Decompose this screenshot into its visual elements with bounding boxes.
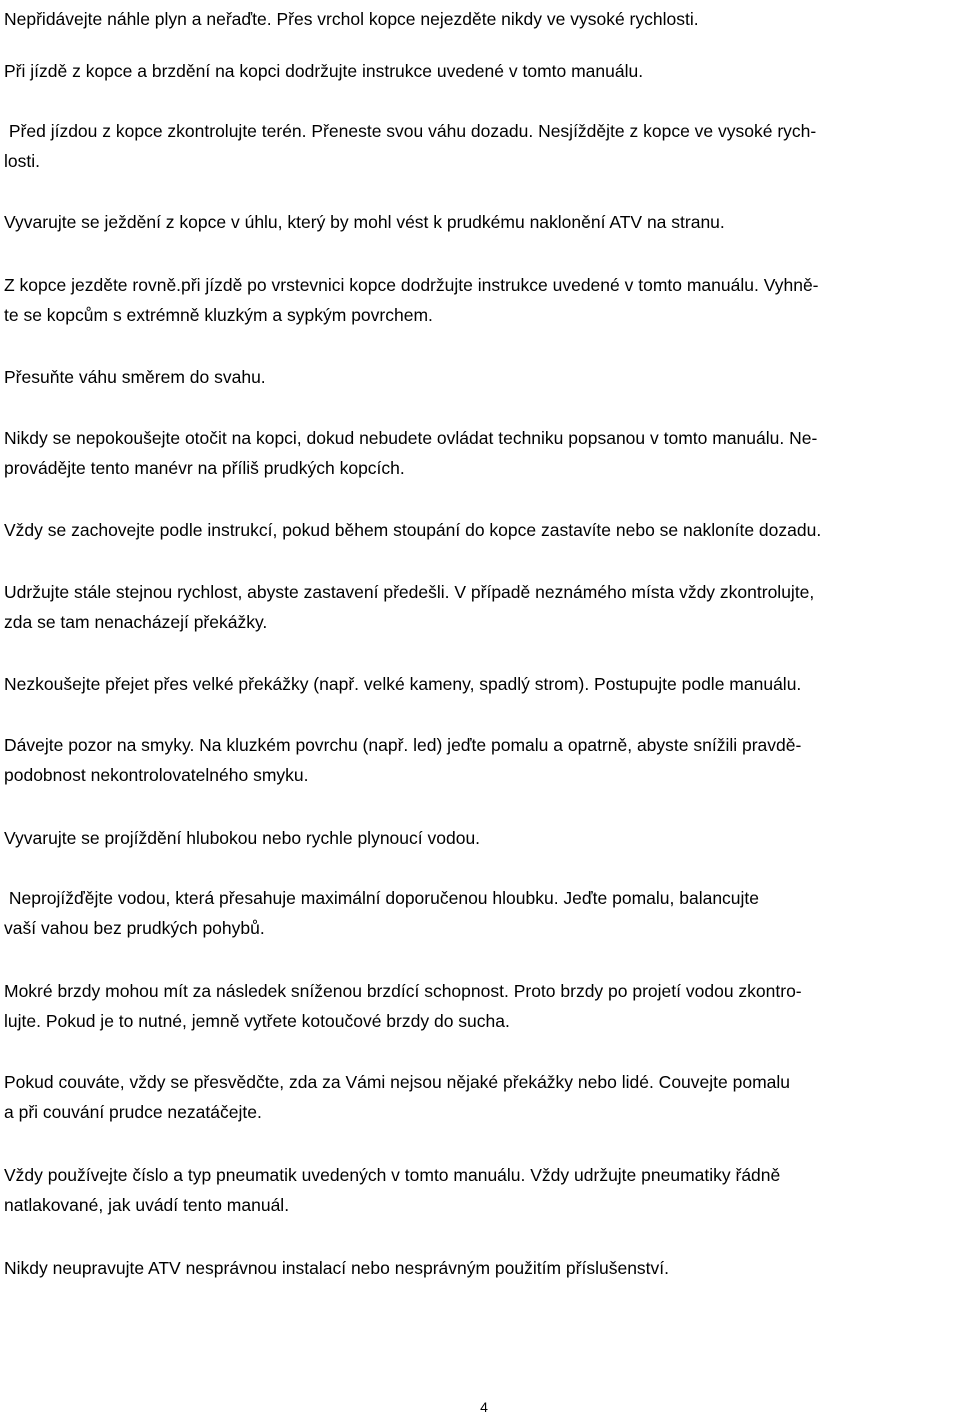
paragraph-line: zda se tam nenacházejí překážky. <box>4 612 268 632</box>
paragraph <box>4 1253 669 1283</box>
paragraph-line: podobnost nekontrolovatelného smyku. <box>4 765 309 785</box>
paragraph-line: Vyvarujte se projíždění hlubokou nebo rychle plynoucí vodou. <box>4 828 481 848</box>
paragraph <box>4 976 802 1036</box>
paragraph-line: te se kopcům s extrémně kluzkým a sypkým povrchem. <box>4 305 433 325</box>
paragraph-line: Udržujte stále stejnou rychlost, abyste zastavení předešli. V případě neznámého místa vždy zkontrolujte, <box>4 582 815 602</box>
paragraph <box>4 116 816 176</box>
paragraph-line: Před jízdou z kopce zkontrolujte terén. Přeneste svou váhu dozadu. Nesjíždějte z kopce ve vysoké rych- <box>4 121 817 141</box>
paragraph <box>4 577 814 637</box>
paragraph-line: Při jízdě z kopce a brzdění na kopci dodržujte instrukce uvedené v tomto manuálu. <box>4 61 644 81</box>
paragraph-line: provádějte tento manévr na příliš prudkých kopcích. <box>4 458 405 478</box>
paragraph <box>4 362 266 392</box>
paragraph <box>4 4 699 34</box>
paragraph <box>4 270 819 330</box>
paragraph <box>4 730 801 790</box>
paragraph <box>4 56 643 86</box>
paragraph-line: Z kopce jezděte rovně.při jízdě po vrstevnici kopce dodržujte instrukce uvedené v tomto manuálu. Vyhně- <box>4 275 819 295</box>
paragraph <box>4 423 817 483</box>
paragraph <box>4 669 801 699</box>
paragraph <box>4 515 821 545</box>
paragraph-line: Nepřidávejte náhle plyn a neřaďte. Přes vrchol kopce nejezděte nikdy ve vysoké rychlosti. <box>4 9 699 29</box>
paragraph-line: Vyvarujte se ježdění z kopce v úhlu, který by mohl vést k prudkému naklonění ATV na stranu. <box>4 212 725 232</box>
paragraph-line: losti. <box>4 151 40 171</box>
paragraph-line: natlakované, jak uvádí tento manuál. <box>4 1195 290 1215</box>
paragraph-line: Mokré brzdy mohou mít za následek sníženou brzdící schopnost. Proto brzdy po projetí vodou zkontro- <box>4 981 802 1001</box>
paragraph <box>4 1067 790 1127</box>
paragraph-line: Nezkoušejte přejet přes velké překážky (např. velké kameny, spadlý strom). Postupujte podle manuálu. <box>4 674 802 694</box>
paragraph <box>4 823 480 853</box>
paragraph-line: vaší vahou bez prudkých pohybů. <box>4 918 265 938</box>
paragraph <box>4 883 759 943</box>
paragraph-line: Vždy se zachovejte podle instrukcí, pokud během stoupání do kopce zastavíte nebo se nakloníte dozadu. <box>4 520 822 540</box>
paragraph-line: lujte. Pokud je to nutné, jemně vytřete kotoučové brzdy do sucha. <box>4 1011 510 1031</box>
paragraph-line: Nikdy se nepokoušejte otočit na kopci, dokud nebudete ovládat techniku popsanou v tomto manuálu. Ne- <box>4 428 818 448</box>
paragraph-line: Přesuňte váhu směrem do svahu. <box>4 367 266 387</box>
paragraph-line: Dávejte pozor na smyky. Na kluzkém povrchu (např. led) jeďte pomalu a opatrně, abyste snížili pravdě- <box>4 735 802 755</box>
paragraph-line: Neprojížďějte vodou, která přesahuje maximální doporučenou hloubku. Jeďte pomalu, balancujte <box>4 888 760 908</box>
paragraph <box>4 207 725 237</box>
paragraph-line: Vždy používejte číslo a typ pneumatik uvedených v tomto manuálu. Vždy udržujte pneumatiky řádně <box>4 1165 781 1185</box>
paragraph-line: a při couvání prudce nezatáčejte. <box>4 1102 262 1122</box>
page-number: 4 <box>480 1399 488 1415</box>
paragraph-line: Pokud couváte, vždy se přesvědčte, zda za Vámi nejsou nějaké překážky nebo lidé. Couvejte pomalu <box>4 1072 791 1092</box>
paragraph <box>4 1160 780 1220</box>
paragraph-line: Nikdy neupravujte ATV nesprávnou instalací nebo nesprávným použitím příslušenství. <box>4 1258 670 1278</box>
